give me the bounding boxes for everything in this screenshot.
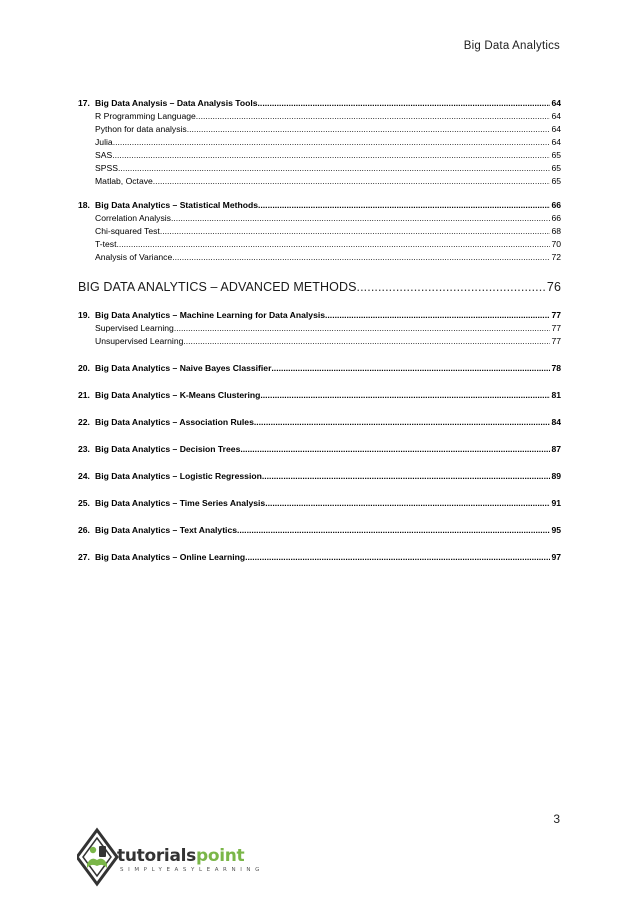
dot-leader — [262, 469, 551, 483]
dot-leader — [113, 136, 551, 149]
entry-title: T-test — [95, 239, 117, 249]
chapter-title: Big Data Analytics – Machine Learning for Data Analysis — [95, 310, 326, 320]
page-ref: 64 — [551, 124, 561, 134]
dot-leader — [171, 212, 550, 225]
page-ref: 68 — [551, 226, 561, 236]
page-ref: 64 — [551, 98, 561, 108]
chapter-title: Big Data Analytics – Logistic Regression — [95, 471, 262, 481]
dot-leader — [325, 308, 550, 322]
chapter-number: 19. — [78, 310, 90, 320]
chapter-title: Big Data Analytics – Time Series Analysis — [95, 498, 266, 508]
chapter-title: Big Data Analytics – Naive Bayes Classifier — [95, 363, 272, 373]
dot-leader — [117, 238, 551, 251]
chapter-number: 23. — [78, 444, 90, 454]
page-ref: 72 — [551, 252, 561, 262]
toc-entry-spss[interactable] — [78, 162, 561, 175]
dot-leader — [153, 175, 551, 188]
toc-chapter-23[interactable] — [78, 442, 561, 456]
chapter-number: 27. — [78, 552, 90, 562]
toc-chapter-20[interactable] — [78, 361, 561, 375]
page-ref: 84 — [551, 417, 561, 427]
toc-chapter-17[interactable] — [78, 96, 561, 110]
toc-entry-unsupervised[interactable] — [78, 335, 561, 348]
chapter-title: Big Data Analytics – Statistical Methods — [95, 200, 259, 210]
entry-title: Supervised Learning — [95, 323, 174, 333]
toc-entry-julia[interactable] — [78, 136, 561, 149]
page-ref: 64 — [551, 137, 561, 147]
toc-section-advanced-methods[interactable] — [78, 276, 561, 298]
page-ref: 95 — [551, 525, 561, 535]
toc-chapter-24[interactable] — [78, 469, 561, 483]
dot-leader — [118, 162, 551, 175]
dot-leader — [254, 415, 551, 429]
toc-entry-sas[interactable] — [78, 149, 561, 162]
toc-entry-t-test[interactable] — [78, 238, 561, 251]
toc-entry-chi-squared[interactable] — [78, 225, 561, 238]
toc-entry-supervised[interactable] — [78, 322, 561, 335]
page-ref: 78 — [551, 363, 561, 373]
entry-title: Matlab, Octave — [95, 176, 153, 186]
dot-leader — [174, 322, 551, 335]
chapter-number: 22. — [78, 417, 90, 427]
chapter-number: 24. — [78, 471, 90, 481]
dot-leader — [240, 442, 550, 456]
page-ref: 89 — [551, 471, 561, 481]
page-ref: 91 — [551, 498, 561, 508]
page-ref: 77 — [551, 310, 561, 320]
toc-chapter-27[interactable] — [78, 550, 561, 564]
logo-diamond-icon — [77, 830, 117, 884]
page-ref: 81 — [551, 390, 561, 400]
chapter-title: Big Data Analytics – Text Analytics — [95, 525, 238, 535]
chapter-title: Big Data Analytics – Online Learning — [95, 552, 246, 562]
page-ref: 66 — [551, 213, 561, 223]
toc-entry-anova[interactable] — [78, 251, 561, 264]
page-ref: 65 — [551, 176, 561, 186]
entry-title: Python for data analysis — [95, 124, 187, 134]
section-title: BIG DATA ANALYTICS – ADVANCED METHODS — [78, 280, 357, 294]
dot-leader — [265, 496, 550, 510]
toc-entry-correlation[interactable] — [78, 212, 561, 225]
page-ref: 77 — [551, 336, 561, 346]
chapter-number: 17. — [78, 98, 90, 108]
dot-leader — [172, 251, 550, 264]
chapter-title: Big Data Analytics – K-Means Clustering — [95, 390, 261, 400]
entry-title: SAS — [95, 150, 113, 160]
chapter-title: Big Data Analytics – Association Rules — [95, 417, 254, 427]
dot-leader — [196, 110, 551, 123]
page-ref: 76 — [546, 280, 561, 294]
page-ref: 97 — [551, 552, 561, 562]
logo-tagline: SIMPLYEASYLEARNING — [120, 867, 264, 873]
toc-chapter-22[interactable] — [78, 415, 561, 429]
chapter-title: Big Data Analytics – Decision Trees — [95, 444, 241, 454]
dot-leader — [112, 149, 550, 162]
page-ref: 65 — [551, 163, 561, 173]
chapter-number: 18. — [78, 200, 90, 210]
page-number: 3 — [553, 812, 560, 826]
dot-leader — [187, 123, 551, 136]
entry-title: Correlation Analysis — [95, 213, 171, 223]
dot-leader — [183, 335, 550, 348]
toc-chapter-26[interactable] — [78, 523, 561, 537]
page-ref: 64 — [551, 111, 561, 121]
toc-chapter-25[interactable] — [78, 496, 561, 510]
dot-leader — [258, 198, 550, 212]
running-header: Big Data Analytics — [463, 40, 560, 52]
toc-entry-matlab-octave[interactable] — [78, 175, 561, 188]
toc-chapter-19[interactable] — [78, 308, 561, 322]
page-ref: 87 — [551, 444, 561, 454]
toc-chapter-21[interactable] — [78, 388, 561, 402]
dot-leader — [260, 388, 550, 402]
chapter-title: Big Data Analysis – Data Analysis Tools — [95, 98, 258, 108]
chapter-number: 25. — [78, 498, 90, 508]
logo-wordmark: tutorialspoint — [117, 846, 245, 866]
page-ref: 77 — [551, 323, 561, 333]
toc-entry-r-programming[interactable] — [78, 110, 561, 123]
dot-leader — [245, 550, 550, 564]
entry-title: R Programming Language — [95, 111, 196, 121]
chapter-number: 21. — [78, 390, 90, 400]
entry-title: Analysis of Variance — [95, 252, 173, 262]
entry-title: Julia — [95, 137, 113, 147]
dot-leader — [258, 96, 551, 110]
page-ref: 65 — [551, 150, 561, 160]
toc-entry-python[interactable] — [78, 123, 561, 136]
chapter-number: 20. — [78, 363, 90, 373]
page-ref: 66 — [551, 200, 561, 210]
entry-title: Unsupervised Learning — [95, 336, 184, 346]
dot-leader — [271, 361, 550, 375]
dot-leader — [160, 225, 551, 238]
page-ref: 70 — [551, 239, 561, 249]
entry-title: SPSS — [95, 163, 118, 173]
table-of-contents — [78, 96, 561, 564]
toc-chapter-18[interactable] — [78, 198, 561, 212]
dot-leader — [237, 523, 550, 537]
dot-leader — [357, 276, 546, 298]
entry-title: Chi-squared Test — [95, 226, 160, 236]
chapter-number: 26. — [78, 525, 90, 535]
